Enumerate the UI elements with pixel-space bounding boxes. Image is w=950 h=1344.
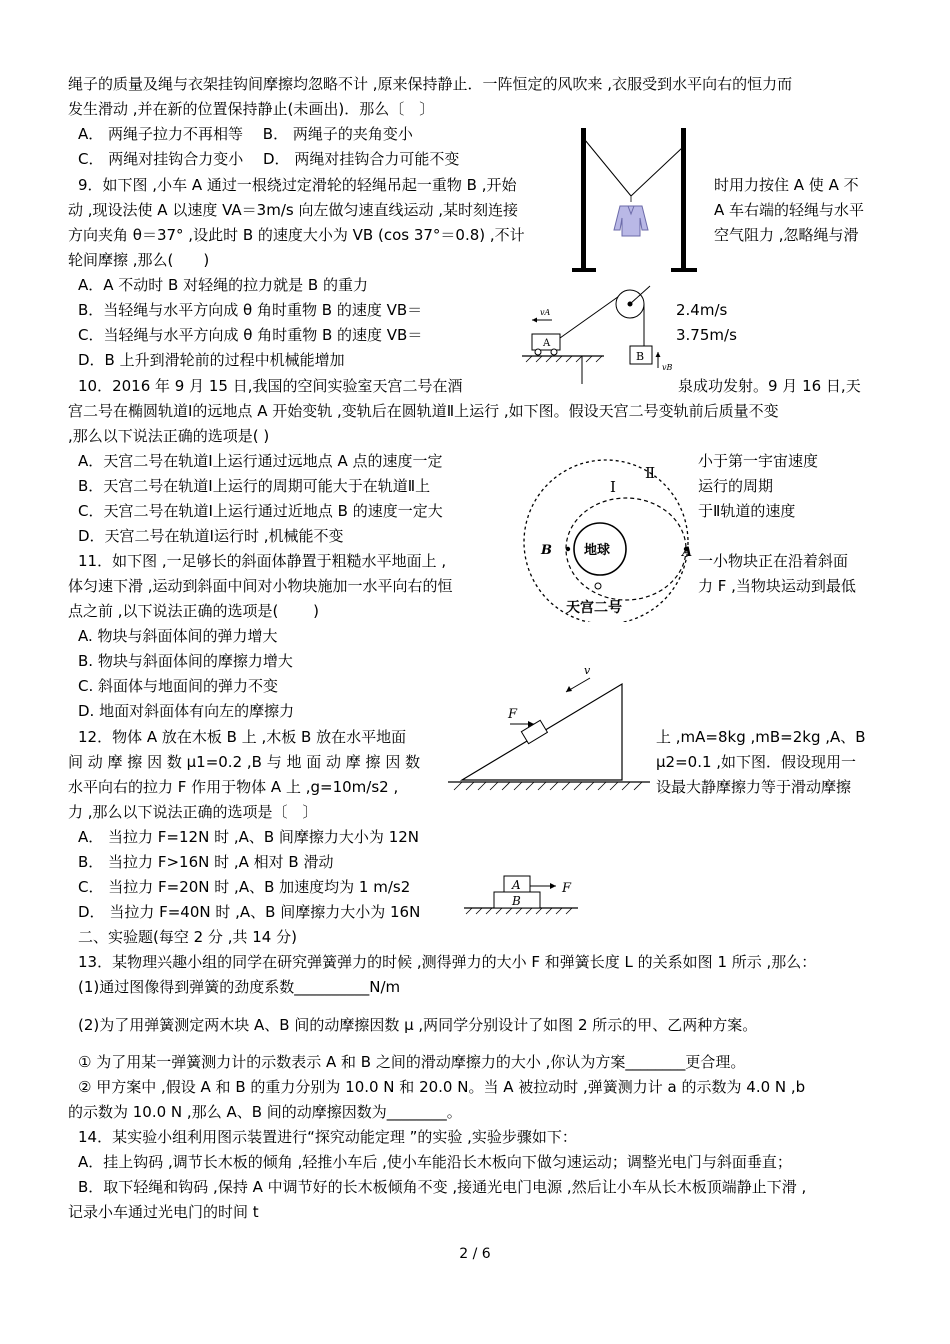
option-line: A. 物块与斜面体间的弹力增大: [78, 627, 278, 645]
option-line: B. 物块与斜面体间的摩擦力增大: [78, 652, 293, 670]
question-11: 11．如下图 ,一足够长的斜面体静置于粗糙水平地面上 ,: [78, 552, 447, 570]
text-line: 动 ,现设法使 A 以速度 VA＝3m/s 向左做匀速直线运动 ,某时刻连接: [68, 201, 518, 219]
svg-text:地球: 地球: [584, 543, 611, 558]
svg-text:F: F: [508, 707, 518, 722]
option-line: B．天宫二号在轨道Ⅰ上运行的周期可能大于在轨道Ⅱ上: [78, 477, 431, 495]
answer-value: 2.4m/s: [676, 301, 728, 319]
weight-b: [630, 346, 652, 364]
text-line: A 车右端的轻绳与水平: [714, 201, 865, 219]
incline-figure: [444, 662, 656, 796]
svg-text:vB: vB: [662, 363, 673, 372]
text-line: 于Ⅱ轨道的速度: [698, 502, 796, 520]
svg-text:A: A: [682, 545, 693, 560]
text-line: 上 ,mA=8kg ,mB=2kg ,A、B: [656, 728, 866, 746]
svg-text:A: A: [512, 878, 521, 892]
option-line: B． 当拉力 F>16N 时 ,A 相对 B 滑动: [78, 853, 334, 871]
text-line: A．挂上钩码 ,调节长木板的倾角 ,轻推小车后 ,使小车能沿长木板向下做匀速运动；调整光电门与斜面垂直；: [78, 1153, 792, 1171]
svg-text:Ⅱ: Ⅱ: [645, 464, 656, 482]
svg-text:天宫二号: 天宫二号: [566, 600, 622, 616]
answer-value: 3.75m/s: [676, 326, 737, 344]
pulley-figure: [512, 282, 678, 386]
text-line: 间 动 摩 擦 因 数 μ1=0.2 ,B 与 地 面 动 摩 擦 因 数: [68, 753, 421, 771]
text-line: 空气阻力 ,忽略绳与滑: [714, 226, 859, 244]
text-line: 点之前 ,以下说法正确的选项是( ): [68, 602, 320, 620]
hanger-figure: [568, 124, 708, 276]
svg-text:F: F: [562, 881, 572, 896]
option-line: A．天宫二号在轨道Ⅰ上运行通过远地点 A 点的速度一定: [78, 452, 443, 470]
text-line: ② 甲方案中 ,假设 A 和 B 的重力分别为 10.0 N 和 20.0 N。当 A 被拉动时 ,弹簧测力计 a 的示数为 4.0 N ,b: [78, 1078, 806, 1096]
text-line: 记录小车通过光电门的时间 t: [68, 1203, 259, 1221]
svg-text:Ⅰ: Ⅰ: [610, 478, 616, 496]
question-14: 14．某实验小组利用图示装置进行“探究动能定理 ”的实验 ,实验步骤如下：: [78, 1128, 577, 1146]
text-line: 小于第一宇宙速度: [698, 452, 819, 470]
text-line: 发生滑动 ,并在新的位置保持静止(未画出)．那么〔 〕: [68, 100, 435, 118]
text-line: 运行的周期: [698, 477, 774, 495]
svg-text:A: A: [543, 338, 551, 349]
option-line: D．天宫二号在轨道Ⅰ运行时 ,机械能不变: [78, 527, 344, 545]
text-line: ,那么以下说法正确的选项是( ): [68, 427, 270, 445]
rope-right: [631, 148, 682, 196]
right-pole: [681, 128, 686, 272]
text-line: 泉成功发射。9 月 16 日,天: [678, 377, 861, 395]
right-base: [671, 268, 697, 272]
option-line: A． 当拉力 F=12N 时 ,A、B 间摩擦力大小为 12N: [78, 828, 420, 846]
text-line: 时用力按住 A 使 A 不: [714, 176, 859, 194]
text-line: B．取下轻绳和钩码 ,保持 A 中调节好的长木板倾角不变 ,接通光电门电源 ,然后让小车从长木板顶端静止下滑 ,: [78, 1178, 807, 1196]
svg-text:v: v: [584, 664, 591, 677]
option-line: A． 两绳子拉力不再相等 B． 两绳子的夹角变小: [78, 125, 413, 143]
svg-text:B: B: [636, 350, 645, 363]
text-line: 绳子的质量及绳与衣架挂钩间摩擦均忽略不计 ,原来保持静止．一阵恒定的风吹来 ,衣服受到水平向右的恒力而: [68, 75, 793, 93]
option-line: B．当轻绳与水平方向成 θ 角时重物 B 的速度 VB＝: [78, 301, 423, 319]
text-line: 设最大静摩擦力等于滑动摩擦: [656, 778, 852, 796]
left-base: [572, 268, 596, 272]
option-line: C． 两绳对挂钩合力变小 D． 两绳对挂钩合力可能不变: [78, 150, 460, 168]
text-line: 力 ,那么以下说法正确的选项是〔 〕: [68, 803, 318, 821]
jacket-icon: [614, 196, 648, 236]
question-9: 9．如下图 ,小车 A 通过一根绕过定滑轮的轻绳吊起一重物 B ,开始: [78, 176, 517, 194]
text-line: 一小物块正在沿着斜面: [698, 552, 849, 570]
question-10: 10．2016 年 9 月 15 日,我国的空间实验室天宫二号在酒: [78, 377, 463, 395]
svg-text:B: B: [512, 894, 521, 908]
car-a: [532, 334, 560, 355]
text-line: ① 为了用某一弹簧测力计的示数表示 A 和 B 之间的滑动摩擦力的大小 ,你认为方案________更合理。: [78, 1053, 746, 1071]
text-line: 体匀速下滑 ,运动到斜面中间对小物块施加一水平向右的恒: [68, 577, 453, 595]
text-line: 力 F ,当物块运动到最低: [698, 577, 856, 595]
text-line: μ2=0.1 ,如下图．假设现用一: [656, 753, 857, 771]
page-number: 2 / 6: [459, 1246, 491, 1262]
option-line: D． 当拉力 F=40N 时 ,A、B 间摩擦力大小为 16N: [78, 903, 421, 921]
text-line: (2)为了用弹簧测定两木块 A、B 间的动摩擦因数 μ ,两同学分别设计了如图 2 所示的甲、乙两种方案。: [78, 1016, 758, 1034]
text-line: 宫二号在椭圆轨道Ⅰ的远地点 A 开始变轨 ,变轨后在圆轨道Ⅱ上运行 ,如下图。假设天宫二号变轨前后质量不变: [68, 402, 779, 420]
text-line: 方向夹角 θ＝37° ,设此时 B 的速度大小为 VB (cos 37°＝0.8) ,不计: [68, 226, 525, 244]
orbit-figure: [516, 444, 698, 622]
option-line: A．A 不动时 B 对轻绳的拉力就是 B 的重力: [78, 276, 368, 294]
text-line: (1)通过图像得到弹簧的劲度系数__________N/m: [78, 978, 401, 996]
text-line: 轮间摩擦 ,那么( ): [68, 251, 210, 269]
option-line: C．天宫二号在轨道Ⅰ上运行通过近地点 B 的速度一定大: [78, 502, 443, 520]
rope-left: [585, 140, 631, 196]
option-line: D. 地面对斜面体有向左的摩擦力: [78, 702, 295, 720]
svg-text:B: B: [541, 543, 552, 558]
option-line: C． 当拉力 F=20N 时 ,A、B 加速度均为 1 m/s2: [78, 878, 411, 896]
option-line: C．当轻绳与水平方向成 θ 角时重物 B 的速度 VB＝: [78, 326, 423, 344]
text-line: 的示数为 10.0 N ,那么 A、B 间的动摩擦因数为________。: [68, 1103, 462, 1121]
board-figure: [456, 868, 586, 918]
option-line: D．B 上升到滑轮前的过程中机械能增加: [78, 351, 345, 369]
option-line: C. 斜面体与地面间的弹力不变: [78, 677, 279, 695]
svg-text:vA: vA: [540, 308, 551, 317]
left-pole: [581, 128, 586, 272]
question-12: 12．物体 A 放在木板 B 上 ,木板 B 放在水平地面: [78, 728, 407, 746]
section-heading: 二、实验题(每空 2 分 ,共 14 分): [78, 928, 297, 946]
question-13: 13．某物理兴趣小组的同学在研究弹簧弹力的时候 ,测得弹力的大小 F 和弹簧长度 L 的关系如图 1 所示 ,那么：: [78, 953, 817, 971]
text-line: 水平向右的拉力 F 作用于物体 A 上 ,g=10m/s2 ,: [68, 778, 399, 796]
